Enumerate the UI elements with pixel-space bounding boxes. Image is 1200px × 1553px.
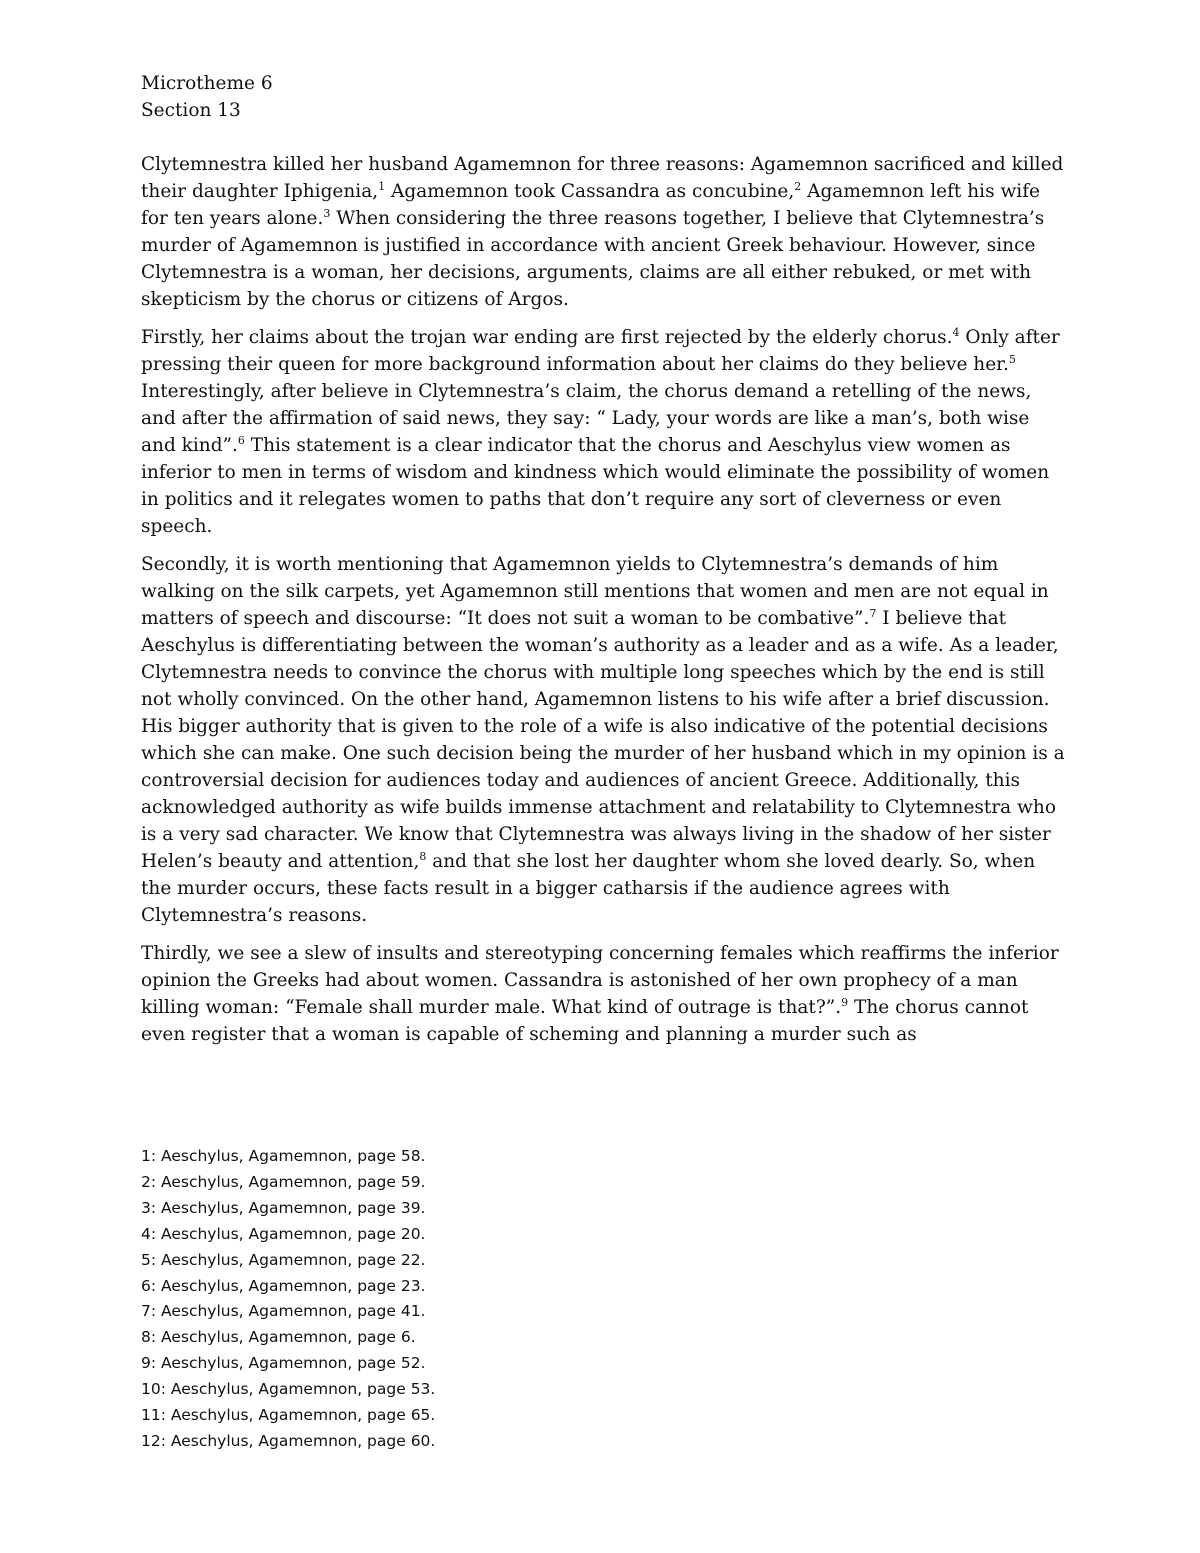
footnote-item: 7: Aeschylus, Agamemnon, page 41. [141, 1302, 426, 1321]
paragraph-text: Agamemnon took Cassandra as concubine, [385, 181, 795, 202]
footnote-marker: 3 [323, 206, 331, 220]
footnote-item: 2: Aeschylus, Agamemnon, page 59. [141, 1172, 426, 1191]
paragraph-text: Clytemnestra killed her husband Agamemnon for three reasons: Agamemnon sacrificed and killed their daughter Iphigenia, [141, 154, 1064, 202]
footnotes-list [141, 1144, 435, 1455]
paragraph-text: Only after pressing their queen for more background information about her claims do they believe her. [141, 327, 1060, 375]
essay-paragraph [141, 151, 1065, 313]
footnote-item: 11: Aeschylus, Agamemnon, page 65. [141, 1406, 436, 1425]
paragraph-text: This statement is a clear indicator that the chorus and Aeschylus view women as inferior to men in terms of wisdom and kindness which would eliminate the possibility of women in politics and it relegates women to paths that don’t require any sort of cleverness or even speech. [141, 435, 1050, 537]
essay-body [141, 151, 1065, 1059]
paragraph-text: Thirdly, we see a slew of insults and stereotyping concerning females which reaffirms the inferior opinion the Greeks had about women. Cassandra is astonished of her own prophecy of a man killing woman: “Female shall murder male. What kind of outrage is that?”. [141, 943, 1059, 1018]
paragraph-text: Interestingly, after believe in Clytemnestra’s claim, the chorus demand a retelling of the news, and after the affirmation of said news, they say: “ Lady, your words are like a man’s, both wise and kind”. [141, 381, 1032, 456]
footnote-marker: 6 [237, 433, 245, 447]
paragraph-text: Secondly, it is worth mentioning that Agamemnon yields to Clytemnestra’s demands of him walking on the silk carpets, yet Agamemnon still mentions that women and men are not equal in matters of speech and discourse: “It does not suit a woman to be combative”. [141, 554, 1049, 629]
footnote-item: 1: Aeschylus, Agamemnon, page 58. [141, 1147, 426, 1165]
footnote-item: 12: Aeschylus, Agamemnon, page 60. [141, 1431, 436, 1450]
paragraph-text: I believe that Aeschylus is differentiating between the woman’s authority as a leader and as a wife. As a leader, Clytemnestra needs to convince the chorus with multiple long speeches which by the end is still not wholly convinced. On the other hand, Agamemnon listens to his wife after a brief discussion. His bigger authority that is given to the role of a wife is also indicative of the potential decisions which she can make. One such decision being the murder of her husband which in my opinion is a controversial decision for audiences today and audiences of ancient Greece. Additionally, this acknowledged authority as wife builds immense attachment and relatability to Clytemnestra who is a very sad character. We know that Clytemnestra was always living in the shadow of her sister Helen’s beauty and attention, [141, 608, 1065, 872]
footnote-item: 10: Aeschylus, Agamemnon, page 53. [141, 1380, 436, 1399]
footnote-item: 5: Aeschylus, Agamemnon, page 22. [141, 1250, 426, 1269]
footnote-marker: 9 [841, 995, 849, 1009]
paragraph-text: The chorus cannot even register that a woman is capable of scheming and planning a murder such as [141, 997, 1029, 1045]
document-header [141, 70, 273, 124]
section-label: Section 13 [141, 100, 241, 121]
footnote-item: 3: Aeschylus, Agamemnon, page 39. [141, 1198, 426, 1217]
footnote-item: 4: Aeschylus, Agamemnon, page 20. [141, 1224, 426, 1243]
footnote-marker: 8 [419, 849, 427, 863]
microtheme-label: Microtheme 6 [141, 73, 273, 94]
footnote-marker: 1 [378, 179, 386, 193]
footnote-item: 9: Aeschylus, Agamemnon, page 52. [141, 1354, 426, 1373]
footnote-marker: 5 [1008, 352, 1016, 366]
footnote-item: 6: Aeschylus, Agamemnon, page 23. [141, 1276, 426, 1295]
footnote-marker: 7 [869, 606, 877, 620]
essay-paragraph [141, 551, 1065, 929]
footnote-item: 8: Aeschylus, Agamemnon, page 6. [141, 1328, 416, 1347]
footnote-marker: 4 [952, 325, 960, 339]
footnote-marker: 2 [794, 179, 802, 193]
paragraph-text: and that she lost her daughter whom she loved dearly. So, when the murder occurs, these facts result in a bigger catharsis if the audience agrees with Clytemnestra’s reasons. [141, 851, 1036, 926]
paragraph-text: When considering the three reasons together, I believe that Clytemnestra’s murder of Agamemnon is justified in accordance with ancient Greek behaviour. However, since Clytemnestra is a woman, her decisions, arguments, claims are all either rebuked, or met with skepticism by the chorus or citizens of Argos. [141, 208, 1045, 310]
paragraph-text: Agamemnon left his wife for ten years alone. [141, 181, 1040, 229]
essay-paragraph [141, 324, 1065, 540]
essay-paragraph [141, 940, 1065, 1048]
paragraph-text: Firstly, her claims about the trojan war ending are first rejected by the elderly chorus. [141, 327, 953, 348]
